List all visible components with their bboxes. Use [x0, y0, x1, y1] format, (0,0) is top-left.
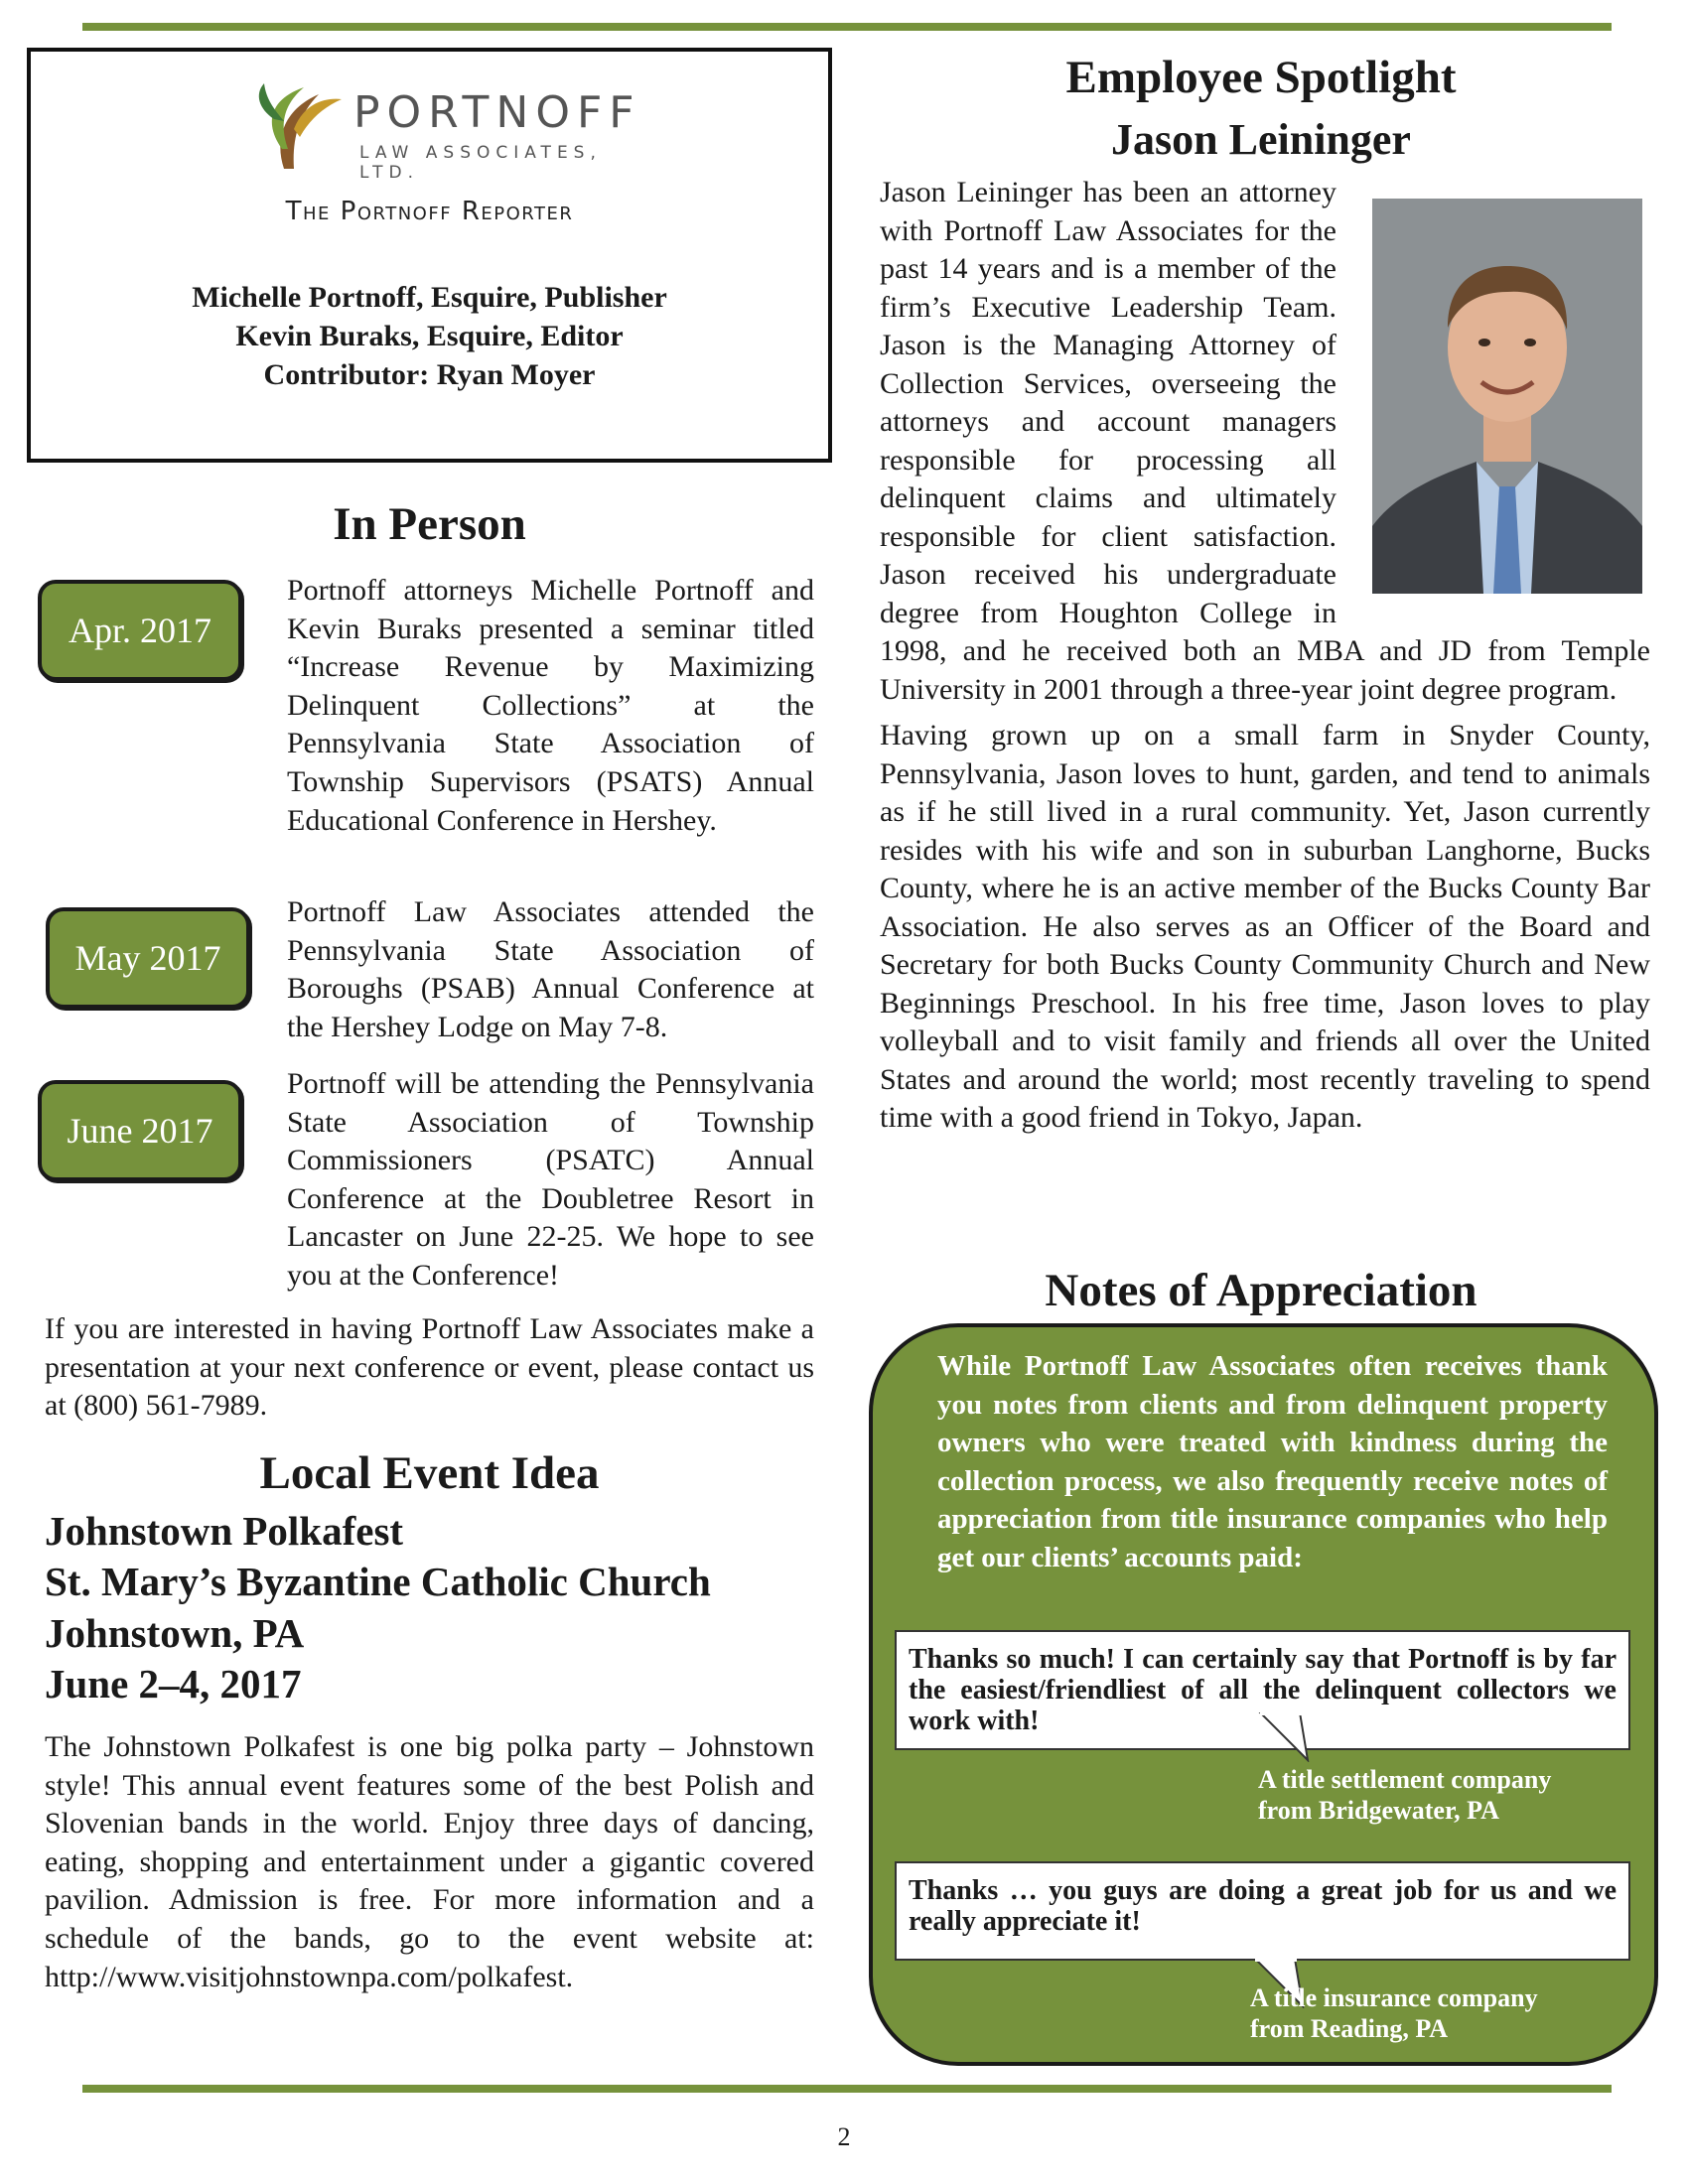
- event-apr-text: Portnoff attorneys Michelle Portnoff and Kevin Buraks presented a seminar titled “Increase Revenue by Maximizing Delinquent Collections” at the Pennsylvania State Association of Township Supervisors (PSATS) Annual Educational Conference in Hershey.: [287, 574, 814, 837]
- spotlight-paragraph-2: Having grown up on a small farm in Snyder County, Pennsylvania, Jason loves to hunt, garden, and tend to animals as if he still lived in a rural community. Yet, Jason currently resides with his wife and son in suburban Langhorne, Bucks County, where he is an active member of the Bucks County Bar Association. He also serves as an Officer of the Board and Secretary for both Bucks County Community Church and New Beginnings Preschool. In his free time, Jason loves to play volleyball and to visit family and friends all over the United States and around the world; most recently traveling to spend time with a good friend in Tokyo, Japan.: [880, 719, 1650, 1134]
- event-title-line-1: Johnstown Polkafest: [45, 1508, 404, 1554]
- staff-contributor: Contributor: Ryan Moyer: [263, 358, 596, 391]
- spotlight-heading: Employee Spotlight: [1065, 52, 1457, 103]
- spotlight-body: [880, 174, 1650, 1146]
- quote-attribution-2-line-2: from Reading, PA: [1250, 2014, 1449, 2043]
- spotlight-paragraph-1: Jason Leininger has been an attorney with Portnoff Law Associates for the past 14 years and is a member of the firm’s Executive Leadership Team. Jason is the Managing Attorney of Collection Services, overseeing the attorneys and account managers responsible for processing all delinquent claims and ultimately responsible for client satisfaction. Jason received his undergraduate degree from Houghton College in 1998, and he received both an MBA and JD from Temple University in 2001 through a three-year joint degree program.: [880, 176, 1650, 706]
- logo-subtitle: LAW ASSOCIATES, LTD.: [359, 143, 602, 183]
- staff-editor: Kevin Buraks, Esquire, Editor: [235, 320, 624, 352]
- quote-box-1: Thanks so much! I can certainly say that Portnoff is by far the easiest/friendliest of all the delinquent collectors we work with!: [895, 1630, 1630, 1750]
- quote-attribution-2: [1250, 1982, 1538, 2044]
- quote-attribution-1: [1258, 1764, 1551, 1826]
- date-badge-may: May 2017: [46, 907, 250, 1009]
- masthead-box: [27, 48, 832, 463]
- staff-list: [31, 278, 828, 394]
- spotlight-name: Jason Leininger: [1111, 115, 1411, 164]
- notes-box: [869, 1323, 1658, 2066]
- leaf-logo-icon: [244, 79, 344, 175]
- newsletter-title: The Portnoff Reporter: [285, 197, 574, 226]
- quote-attribution-1-line-2: from Bridgewater, PA: [1258, 1796, 1499, 1825]
- portnoff-logo: [244, 79, 661, 183]
- event-title-line-4: June 2–4, 2017: [45, 1661, 302, 1706]
- quote-tail-1: [1200, 1712, 1310, 1762]
- page-number: 2: [837, 2122, 851, 2151]
- quote-box-2: Thanks … you guys are doing a great job for us and we really appreciate it!: [895, 1861, 1630, 1961]
- logo-name: PORTNOFF: [353, 87, 641, 138]
- event-may-text: Portnoff Law Associates attended the Pennsylvania State Association of Boroughs (PSAB) Annual Conference at the Hershey Lodge on May 7-8.: [287, 895, 814, 1043]
- top-rule: [82, 23, 1612, 31]
- contact-text: If you are interested in having Portnoff Law Associates make a presentation at your next conference or event, please contact us at (800) 561-7989.: [45, 1312, 814, 1423]
- event-june-text: Portnoff will be attending the Pennsylvania State Association of Township Commissioners (PSATC) Annual Conference at the Doubletree Resort in Lancaster on June 22-25. We hope to see you at the Conference!: [287, 1067, 814, 1292]
- quote-attribution-1-line-1: A title settlement company: [1258, 1765, 1552, 1794]
- bottom-rule: [82, 2085, 1612, 2093]
- local-event-heading: Local Event Idea: [259, 1447, 600, 1499]
- event-title-line-2: St. Mary’s Byzantine Catholic Church: [45, 1559, 711, 1604]
- notes-intro: While Portnoff Law Associates often receives thank you notes from clients and from delinquent property owners who were treated with kindness during the collection process, we also frequently receive notes of appreciation from title insurance companies who help get our clients’ accounts paid:: [937, 1350, 1608, 1573]
- staff-publisher: Michelle Portnoff, Esquire, Publisher: [192, 281, 667, 314]
- notes-heading: Notes of Appreciation: [1045, 1265, 1477, 1316]
- date-badge-apr: Apr. 2017: [38, 580, 242, 681]
- event-title-line-3: Johnstown, PA: [45, 1610, 305, 1656]
- date-badge-june: June 2017: [38, 1080, 242, 1181]
- event-description: The Johnstown Polkafest is one big polka party – Johnstown style! This annual event features some of the best Polish and Slovenian bands in the world. Enjoy three days of dancing, eating, shopping and entertainment under a gigantic covered pavilion. Admission is free. For more information and a schedule of the bands, go to the event website at: http://www.visitjohnstownpa.com/polkafest.: [45, 1730, 814, 1993]
- quote-attribution-2-line-1: A title insurance company: [1250, 1983, 1538, 2012]
- in-person-heading: In Person: [333, 498, 526, 550]
